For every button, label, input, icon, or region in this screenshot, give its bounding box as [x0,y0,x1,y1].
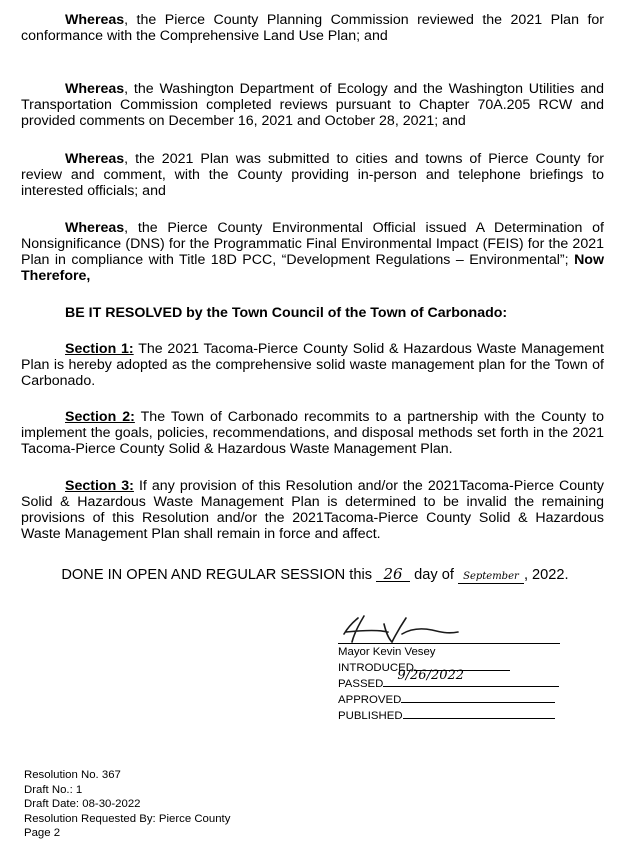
published-label: PUBLISHED [338,710,403,722]
now-therefore: Now Therefore, [21,252,605,284]
draft-date: Draft Date: 08-30-2022 [24,798,141,811]
whereas-paragraph-2 [21,81,604,129]
passed-label: PASSED [338,678,384,690]
footer-block [24,768,230,841]
passed-line [383,668,559,687]
done-prefix: DONE IN OPEN AND REGULAR SESSION this [61,567,372,583]
section-2-text: The Town of Carbonado recommits to a partnership with the County to implement the goals, policies, recommendations, and disposal methods set forth in the 2021 Tacoma-Pierce County Solid & Hazardous Waste Management Plan. [21,409,604,457]
resolved-text: BE IT RESOLVED by the Town Council of the Town of Carbonado: [65,305,508,321]
done-mid: day of [414,567,454,583]
approved-row [338,691,568,707]
section-3-paragraph [21,478,604,542]
done-suffix: , 2022. [523,567,569,583]
signature-block [338,643,568,723]
month-handwritten: September [463,571,519,582]
section-2-label: Section 2: [65,409,135,425]
requested-by: Resolution Requested By: Pierce County [24,812,231,825]
month-field [458,567,524,584]
whereas-paragraph-1 [21,12,604,44]
section-1-label: Section 1: [65,341,134,357]
section-1-paragraph [21,341,604,389]
whereas-paragraph-3 [21,151,604,199]
mayor-name: Mayor Kevin Vesey [338,646,436,658]
whereas-paragraph-4 [21,220,604,284]
done-line [0,565,630,584]
whereas-text: , the Pierce County Planning Commission reviewed the 2021 Plan for conformance with the Comprehensive Land Use Plan; and [21,12,604,44]
approved-label: APPROVED [338,694,402,706]
resolution-number: Resolution No. 367 [24,769,121,781]
section-3-label: Section 3: [65,478,134,494]
draft-number: Draft No.: 1 [24,783,83,796]
published-row [338,707,568,723]
page-number: Page 2 [24,827,61,840]
passed-date-handwritten: 9/26/2022 [397,668,465,683]
approved-line [401,691,555,703]
whereas-keyword: Whereas [65,12,125,28]
whereas-keyword: Whereas [65,81,125,97]
section-2-paragraph [21,409,604,457]
published-line [403,707,555,719]
whereas-text: , the Washington Department of Ecology and the Washington Utilities and Transportation Commission completed reviews pursuant to Chapter 70A.205 RCW and provided comments on December 16, 2021 and October 28, 2021; and [21,81,604,129]
day-handwritten: 26 [383,565,403,583]
introduced-label: INTRODUCED [338,662,414,674]
whereas-keyword: Whereas [65,151,125,167]
whereas-text: , the Pierce County Environmental Official issued A Determination of Nonsignificance (DNS) for the Programmatic Final Environmental Impact (FEIS) for the 2021 Plan in compliance with Title 18D PCC, “Development Regulations – Environmental”; [21,220,604,268]
day-field [376,565,410,582]
whereas-keyword: Whereas [65,220,125,236]
resolved-heading [21,305,604,321]
section-3-text: If any provision of this Resolution and/or the 2021Tacoma-Pierce County Solid & Hazardous Waste Management Plan is determined to be invalid the remaining provisions of this Resolution and/or the 2021Tacoma-Pierce County Solid & Hazardous Waste Management Plan shall remain in force and affect. [21,478,604,542]
signature-line [338,643,560,644]
whereas-text: , the 2021 Plan was submitted to cities and towns of Pierce County for review and comment, with the County providing in-person and telephone briefings to interested officials; and [21,151,604,199]
section-1-text: The 2021 Tacoma-Pierce County Solid & Hazardous Waste Management Plan is hereby adopted as the comprehensive solid waste management plan for the Town of Carbonado. [21,341,604,389]
